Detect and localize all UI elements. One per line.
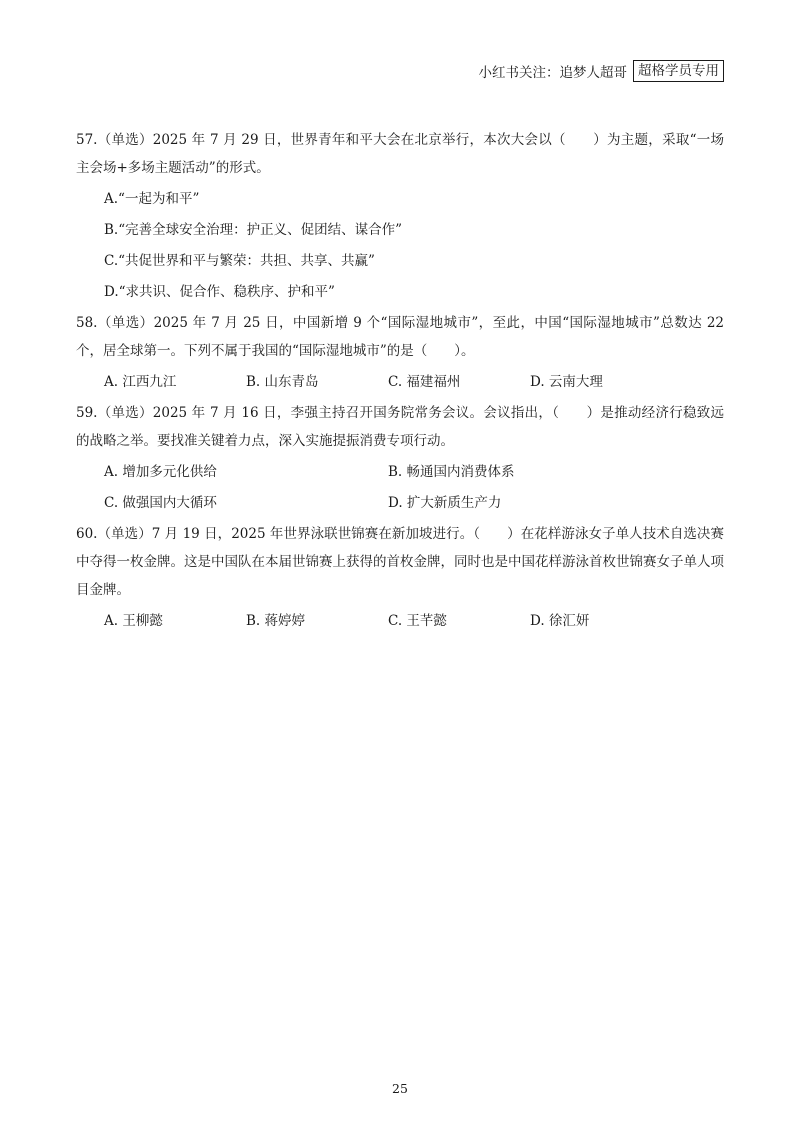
page-number: 25	[392, 1081, 408, 1096]
options-row	[104, 368, 724, 396]
question-60	[76, 520, 724, 635]
question-57	[76, 126, 724, 306]
question-stem: 58.（单选）2025 年 7 月 25 日，中国新增 9 个“国际湿地城市”，至此，中国“国际湿地城市”总数达 22 个，居全球第一。下列不属于我国的“国际湿地城市”的是（ ）。	[76, 315, 724, 359]
option-d: D. 扩大新质生产力	[388, 495, 502, 511]
page-header	[479, 60, 725, 82]
option-b: B. 畅通国内消费体系	[388, 464, 515, 480]
option-a: A. 增加多元化供给	[104, 464, 217, 480]
option-c: C. 做强国内大循环	[104, 495, 217, 511]
option-a: A.“一起为和平”	[104, 191, 200, 207]
question-59	[76, 399, 724, 517]
option-d: D.“求共识、促合作、稳秩序、护和平”	[104, 284, 335, 300]
option-d: D. 云南大理	[530, 374, 603, 390]
question-stem: 57.（单选）2025 年 7 月 29 日，世界青年和平大会在北京举行，本次大会以（ ）为主题，采取“一场主会场+多场主题活动”的形式。	[76, 132, 724, 176]
option-b: B. 山东青岛	[246, 374, 319, 390]
options-row	[104, 458, 724, 486]
question-stem: 59.（单选）2025 年 7 月 16 日，李强主持召开国务院常务会议。会议指出，（ ）是推动经济行稳致远的战略之举。要找准关键着力点，深入实施提振消费专项行动。	[76, 405, 724, 449]
option-b: B.“完善全球安全治理：护正义、促团结、谋合作”	[104, 222, 403, 238]
question-58	[76, 309, 724, 396]
question-stem: 60.（单选）7 月 19 日，2025 年世界泳联世锦赛在新加坡进行。（ ）在花样游泳女子单人技术自选决赛中夺得一枚金牌。这是中国队在本届世锦赛上获得的首枚金牌，同时也是中国花样游泳首枚世锦赛女子单人项目金牌。	[76, 526, 724, 598]
header-text: 小红书关注：追梦人超哥	[478, 65, 627, 81]
option-a: A. 王柳懿	[104, 613, 163, 629]
question-list	[76, 126, 724, 638]
option-b: B. 蒋婷婷	[246, 613, 306, 629]
option-c: C.“共促世界和平与繁荣：共担、共享、共赢”	[104, 253, 375, 269]
options-row	[104, 607, 724, 635]
option-c: C. 福建福州	[388, 374, 461, 390]
option-a: A. 江西九江	[104, 374, 177, 390]
header-badge: 超格学员专用	[633, 60, 724, 82]
option-c: C. 王芊懿	[388, 613, 447, 629]
option-d: D. 徐汇妍	[530, 613, 590, 629]
options-row	[104, 489, 724, 517]
